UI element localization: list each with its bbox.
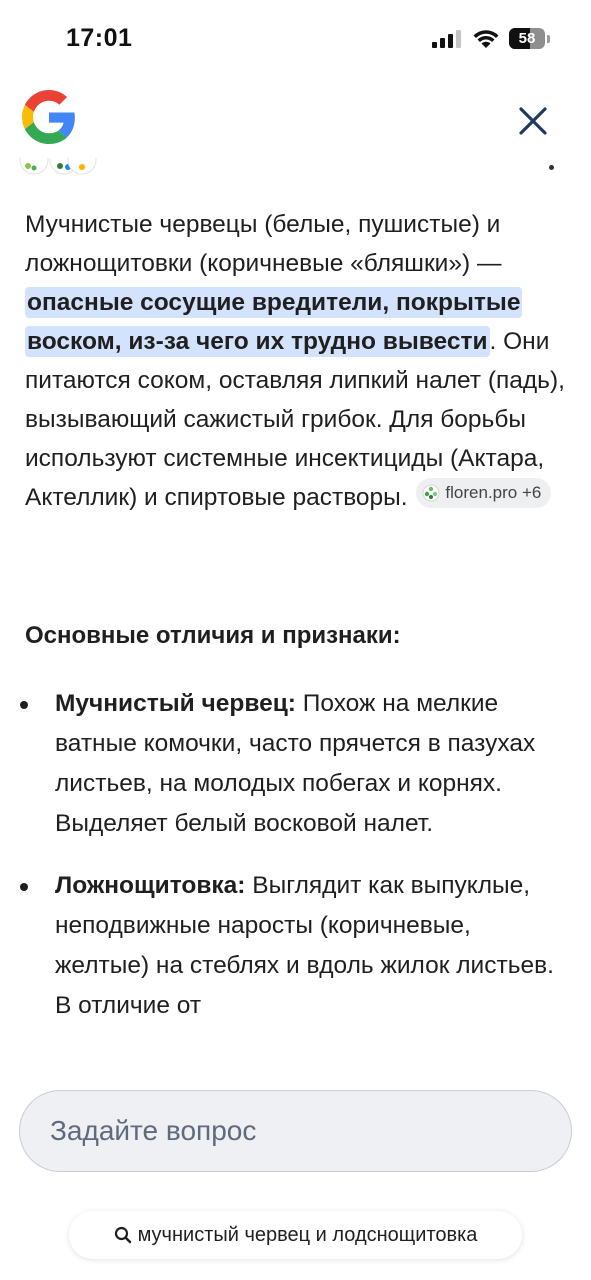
source-chip[interactable] <box>416 478 551 508</box>
status-time: 17:01 <box>66 24 133 52</box>
google-g-icon[interactable] <box>22 90 76 144</box>
bullet-term: Ложнощитовка: <box>55 872 246 899</box>
cellular-signal-icon <box>432 30 462 48</box>
bullet-dot <box>20 883 28 891</box>
bullet-list <box>0 684 591 1048</box>
bullet-text: Похож на мелкие ватные комочки, часто прячется в пазухах листьев, на молодых побегах и корнях. Выделяет белый восковой налет. <box>55 690 536 837</box>
search-query-chip[interactable] <box>69 1211 522 1259</box>
source-favicons[interactable] <box>18 158 98 176</box>
answer-rest: . Они питаются соком, оставляя липкий налет (падь), вызывающий сажистый грибок. Для борьбы используют системные инсектициды (Актара, Актеллик) и спиртовые растворы. <box>25 328 565 511</box>
status-bar <box>0 0 591 80</box>
bullet-text: Выглядит как выпуклые, неподвижные наросты (коричневые, желтые) на стеблях и вдоль жилок листьев. В отличие от <box>55 872 554 1019</box>
bullet-term: Мучнистый червец: <box>55 690 296 717</box>
answer-intro: Мучнистые червецы (белые, пушистые) и ложнощитовки (коричневые «бляшки») — <box>25 211 502 277</box>
ask-input[interactable] <box>19 1090 572 1172</box>
answer-highlight[interactable]: опасные сосущие вредители, покрытые воском, из-за чего их трудно вывести <box>27 289 521 355</box>
wifi-icon <box>472 27 500 49</box>
battery-icon <box>509 28 551 50</box>
floren-favicon-icon <box>422 484 440 502</box>
ai-answer <box>25 205 570 517</box>
battery-percent: 58 <box>518 30 536 47</box>
search-icon <box>114 1226 132 1244</box>
bullet-dot <box>20 701 28 709</box>
header <box>0 80 591 162</box>
list-item <box>0 866 565 1026</box>
search-query-text: мучнистый червец и лодснощитовка <box>137 1223 478 1246</box>
answer-paragraph <box>25 205 570 517</box>
ask-placeholder: Задайте вопрос <box>50 1115 257 1146</box>
close-icon <box>519 107 547 135</box>
source-chip-label: floren.pro +6 <box>445 483 542 502</box>
source-favicon-icons <box>18 158 98 176</box>
overflow-dot <box>549 165 554 170</box>
close-button[interactable] <box>510 98 556 144</box>
section-heading: Основные отличия и признаки: <box>25 622 401 649</box>
list-item <box>0 684 565 844</box>
